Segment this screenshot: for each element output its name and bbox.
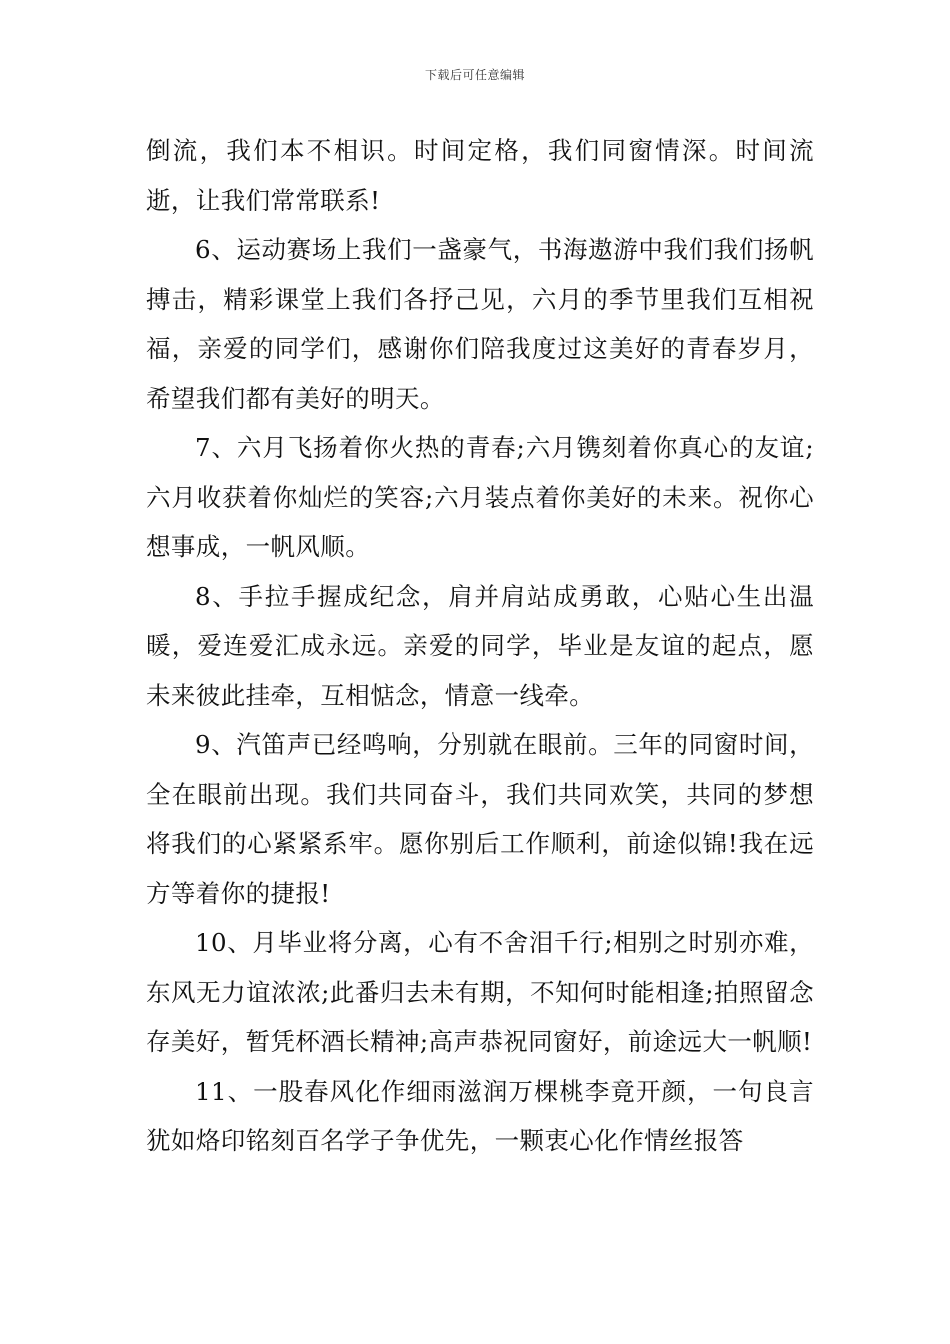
paragraph-10: 10、月毕业将分离，心有不舍泪千行;相别之时别亦难，东风无力谊浓浓;此番归去未有期，不知何时能相逢;拍照留念存美好，暂凭杯酒长精神;高声恭祝同窗好，前途远大一帆顺! <box>146 928 814 1056</box>
paragraph-8: 8、手拉手握成纪念，肩并肩站成勇敢，心贴心生出温暖，爱连爱汇成永远。亲爱的同学，毕业是友谊的起点，愿未来彼此挂牵，互相惦念，情意一线牵。 <box>146 581 814 710</box>
paragraph-9: 9、汽笛声已经鸣响，分别就在眼前。三年的同窗时间，全在眼前出现。我们共同奋斗，我们共同欢笑，共同的梦想将我们的心紧紧系牢。愿你别后工作顺利，前途似锦!我在远方等着你的捷报! <box>146 730 814 908</box>
paragraph-6: 6、运动赛场上我们一盏豪气，书海遨游中我们我们扬帆搏击，精彩课堂上我们各抒己见，六月的季节里我们互相祝福，亲爱的同学们，感谢你们陪我度过这美好的青春岁月，希望我们都有美好的明天。 <box>146 235 814 413</box>
body-text <box>146 126 814 1166</box>
header-note: 下载后可任意编辑 <box>424 68 525 82</box>
paragraph-7: 7、六月飞扬着你火热的青春;六月镌刻着你真心的友谊;六月收获着你灿烂的笑容;六月装点着你美好的未来。祝你心想事成，一帆风顺。 <box>146 433 814 561</box>
paragraph-11: 11、一股春风化作细雨滋润万棵桃李竟开颜，一句良言犹如烙印铭刻百名学子争优先，一颗衷心化作情丝报答 <box>146 1076 814 1155</box>
paragraph-continuation: 倒流，我们本不相识。时间定格，我们同窗情深。时间流逝，让我们常常联系! <box>146 136 814 215</box>
